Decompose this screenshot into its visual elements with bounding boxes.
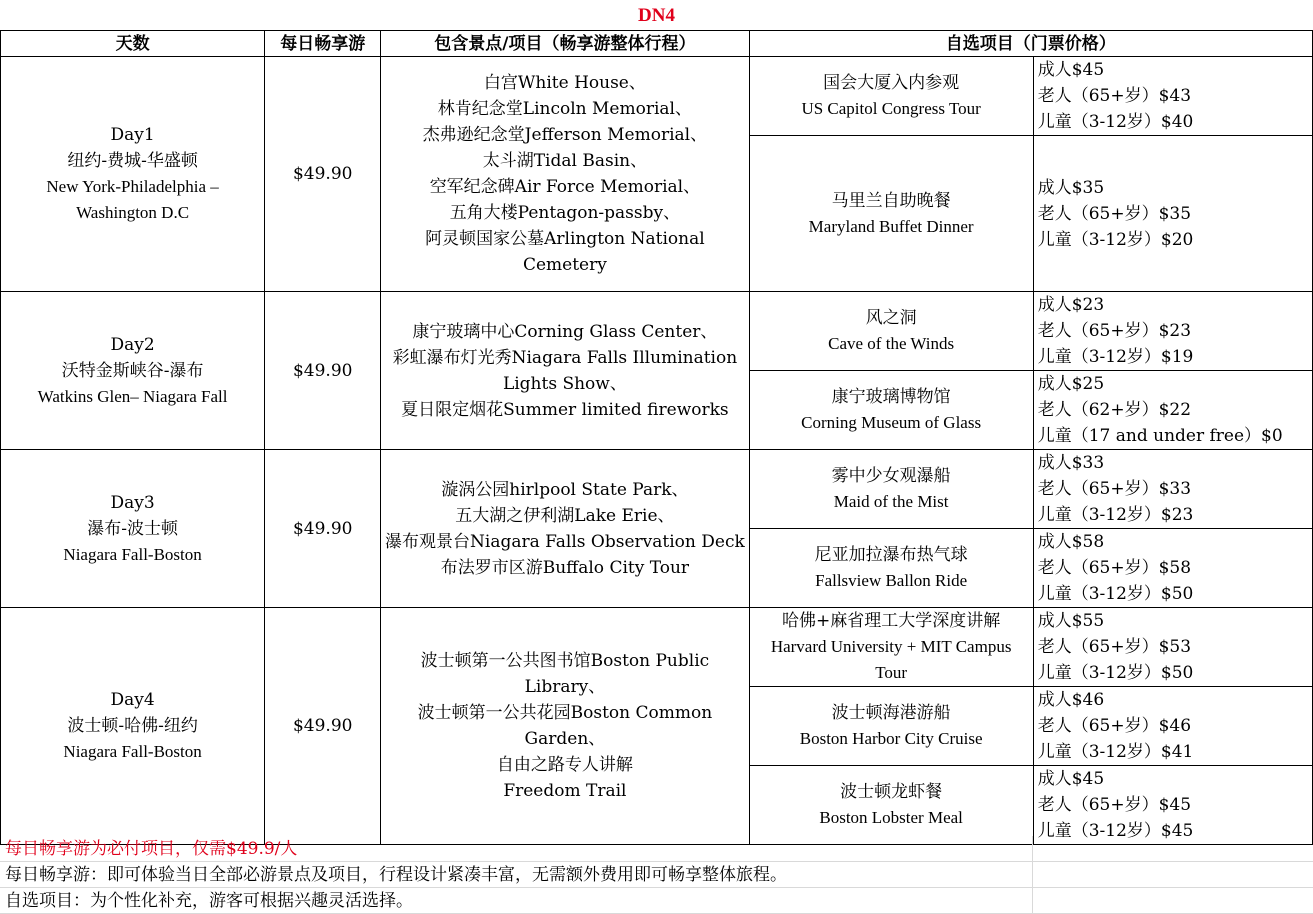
- price-adult: 成人$25: [1037, 374, 1105, 394]
- option-name-cn: 波士顿海港游船: [831, 703, 951, 723]
- route-en: Watkins Glen– Niagara Fall: [37, 386, 228, 406]
- option-name: [749, 608, 1033, 687]
- option-name-en: Corning Museum of Glass: [801, 413, 982, 432]
- day4-price: $49.90: [265, 608, 381, 845]
- route-en: Niagara Fall-Boston: [63, 742, 202, 761]
- option-prices: [1033, 687, 1312, 766]
- price-senior: 老人（65+岁）$43: [1037, 86, 1192, 106]
- option-name-en: Harvard University + MIT Campus: [770, 637, 1012, 656]
- option-name-en: US Capitol Congress Tour: [801, 99, 981, 118]
- option-prices: [1033, 57, 1312, 136]
- header-optional: 自选项目（门票价格）: [749, 31, 1312, 57]
- included-item: 夏日限定烟花Summer limited fireworks: [401, 399, 729, 420]
- included-item: 杰弗逊纪念堂Jefferson Memorial、: [422, 125, 708, 145]
- included-item: 波士顿第一公共图书馆Boston Public: [420, 651, 710, 671]
- gridline: [1032, 862, 1033, 888]
- included-item: 瀑布观景台Niagara Falls Observation Deck: [385, 531, 745, 552]
- price-senior: 老人（65+岁）$58: [1037, 558, 1192, 578]
- day-label: Day3: [110, 492, 155, 513]
- route-cn: 波士顿-哈佛-纽约: [67, 716, 198, 736]
- included-item: 阿灵顿国家公墓Arlington National: [425, 229, 705, 249]
- price-child: 儿童（3-12岁）$20: [1037, 229, 1194, 250]
- route-cn: 瀑布-波士顿: [87, 518, 178, 539]
- price-adult: 成人$55: [1037, 611, 1105, 631]
- price-child: 儿童（3-12岁）$50: [1037, 584, 1194, 604]
- day4-row-a: [1, 608, 1313, 687]
- price-child: 儿童（17 and under free）$0: [1037, 426, 1283, 446]
- page-title: DN4: [638, 5, 675, 26]
- included-item: 波士顿第一公共花园Boston Common: [417, 703, 713, 723]
- option-name: [749, 57, 1033, 136]
- route-cn: 沃特金斯峡谷-瀑布: [61, 360, 204, 381]
- gridline: [1032, 888, 1033, 914]
- day1-included: [381, 57, 749, 292]
- included-item: Cemetery: [522, 255, 607, 275]
- route-cn: 纽约-费城-华盛顿: [67, 151, 198, 171]
- option-name-en: Cave of the Winds: [828, 334, 955, 353]
- header-included: 包含景点/项目（畅享游整体行程）: [381, 31, 749, 57]
- daily-desc-note: [0, 862, 1313, 888]
- price-adult: 成人$33: [1037, 453, 1105, 473]
- day3-included: [381, 450, 749, 608]
- option-name-cn: 康宁玻璃博物馆: [831, 387, 951, 407]
- day2-row-a: [1, 292, 1313, 371]
- option-name-en: Boston Lobster Meal: [819, 808, 963, 827]
- option-name: [749, 371, 1033, 450]
- price-senior: 老人（62+岁）$22: [1037, 400, 1192, 420]
- price-adult: 成人$45: [1037, 60, 1105, 80]
- option-name-en-2: Tour: [875, 663, 908, 682]
- option-name-cn: 马里兰自助晚餐: [831, 190, 951, 211]
- day2-price: $49.90: [265, 292, 381, 450]
- included-item: Lights Show、: [502, 373, 627, 394]
- header-row: [1, 31, 1313, 57]
- day2-included: [381, 292, 749, 450]
- included-item: 自由之路专人讲解: [496, 755, 633, 775]
- included-item: Freedom Trail: [503, 781, 627, 801]
- day1-day-cell: [1, 57, 265, 292]
- included-item: Garden、: [524, 729, 606, 749]
- price-senior: 老人（65+岁）$46: [1037, 716, 1192, 736]
- included-item: 白宫White House、: [483, 73, 646, 93]
- option-prices: [1033, 292, 1312, 371]
- day4-day-cell: [1, 608, 265, 845]
- price-senior: 老人（65+岁）$53: [1037, 637, 1192, 657]
- header-price: 每日畅享游: [265, 31, 381, 57]
- included-item: Library、: [524, 677, 606, 697]
- itinerary-table: [0, 30, 1313, 845]
- optional-desc-text: 自选项目：为个性化补充，游客可根据兴趣灵活选择。: [5, 891, 413, 911]
- option-name-en: Maid of the Mist: [833, 492, 949, 511]
- daily-desc-text: 每日畅享游：即可体验当日全部必游景点及项目，行程设计紧凑丰富，无需额外费用即可畅享整体旅程。: [5, 865, 787, 885]
- included-item: 布法罗市区游Buffalo City Tour: [440, 557, 690, 578]
- option-prices: [1033, 766, 1312, 845]
- day3-day-cell: [1, 450, 265, 608]
- price-senior: 老人（65+岁）$35: [1037, 203, 1192, 224]
- day-label: Day4: [110, 690, 155, 710]
- option-name-cn: 国会大厦入内参观: [823, 73, 960, 93]
- price-adult: 成人$23: [1037, 295, 1105, 315]
- option-name: [749, 136, 1033, 292]
- option-prices: [1033, 608, 1312, 687]
- option-name-cn: 尼亚加拉瀑布热气球: [814, 545, 968, 565]
- price-child: 儿童（3-12岁）$40: [1037, 112, 1194, 132]
- option-name-en: Boston Harbor City Cruise: [799, 729, 983, 748]
- option-prices: [1033, 450, 1312, 529]
- day2-day-cell: [1, 292, 265, 450]
- option-name: [749, 292, 1033, 371]
- price-senior: 老人（65+岁）$45: [1037, 795, 1192, 815]
- price-adult: 成人$46: [1037, 690, 1105, 710]
- day3-row-a: [1, 450, 1313, 529]
- day-label: Day1: [110, 125, 155, 145]
- included-item: 林肯纪念堂Lincoln Memorial、: [437, 99, 692, 119]
- day1-row-a: [1, 57, 1313, 136]
- option-name: [749, 529, 1033, 608]
- price-adult: 成人$35: [1037, 177, 1105, 198]
- route-en-2: Washington D.C: [76, 203, 190, 222]
- price-child: 儿童（3-12岁）$23: [1037, 505, 1194, 525]
- day-label: Day2: [110, 334, 155, 355]
- option-prices: [1033, 136, 1312, 292]
- option-name: [749, 450, 1033, 529]
- price-adult: 成人$58: [1037, 532, 1105, 552]
- day4-included: [381, 608, 749, 845]
- route-en: Niagara Fall-Boston: [63, 544, 202, 564]
- included-item: 空军纪念碑Air Force Memorial、: [429, 177, 701, 197]
- mandatory-note-text: 每日畅享游为必付项目，仅需$49.9/人: [5, 839, 298, 859]
- mandatory-note: [0, 836, 1313, 862]
- day3-price: $49.90: [265, 450, 381, 608]
- included-item: 五大湖之伊利湖Lake Erie、: [455, 505, 675, 526]
- option-name-cn: 雾中少女观瀑船: [831, 466, 951, 486]
- day1-price: $49.90: [265, 57, 381, 292]
- price-senior: 老人（65+岁）$33: [1037, 479, 1192, 499]
- route-en: New York-Philadelphia –: [46, 177, 219, 196]
- option-name-en: Maryland Buffet Dinner: [808, 216, 974, 236]
- gridline: [1032, 836, 1033, 862]
- price-child: 儿童（3-12岁）$50: [1037, 663, 1194, 683]
- option-name: [749, 687, 1033, 766]
- option-prices: [1033, 529, 1312, 608]
- option-name-en: Fallsview Ballon Ride: [815, 571, 968, 590]
- option-prices: [1033, 371, 1312, 450]
- optional-desc-note: [0, 888, 1313, 914]
- included-item: 太斗湖Tidal Basin、: [482, 151, 648, 171]
- price-child: 儿童（3-12岁）$41: [1037, 742, 1194, 762]
- included-item: 五角大楼Pentagon-passby、: [449, 203, 681, 223]
- included-item: 康宁玻璃中心Corning Glass Center、: [412, 321, 718, 342]
- option-name: [749, 766, 1033, 845]
- included-item: 漩涡公园hirlpool State Park、: [441, 479, 689, 500]
- price-senior: 老人（65+岁）$23: [1037, 321, 1192, 341]
- option-name-cn: 波士顿龙虾餐: [840, 782, 943, 802]
- price-adult: 成人$45: [1037, 769, 1105, 789]
- header-day: 天数: [1, 31, 265, 57]
- price-child: 儿童（3-12岁）$45: [1037, 821, 1194, 841]
- option-name-cn: 哈佛+麻省理工大学深度讲解: [782, 611, 1001, 631]
- included-item: 彩虹瀑布灯光秀Niagara Falls Illumination: [392, 347, 738, 368]
- option-name-cn: 风之洞: [865, 308, 917, 328]
- price-child: 儿童（3-12岁）$19: [1037, 347, 1194, 367]
